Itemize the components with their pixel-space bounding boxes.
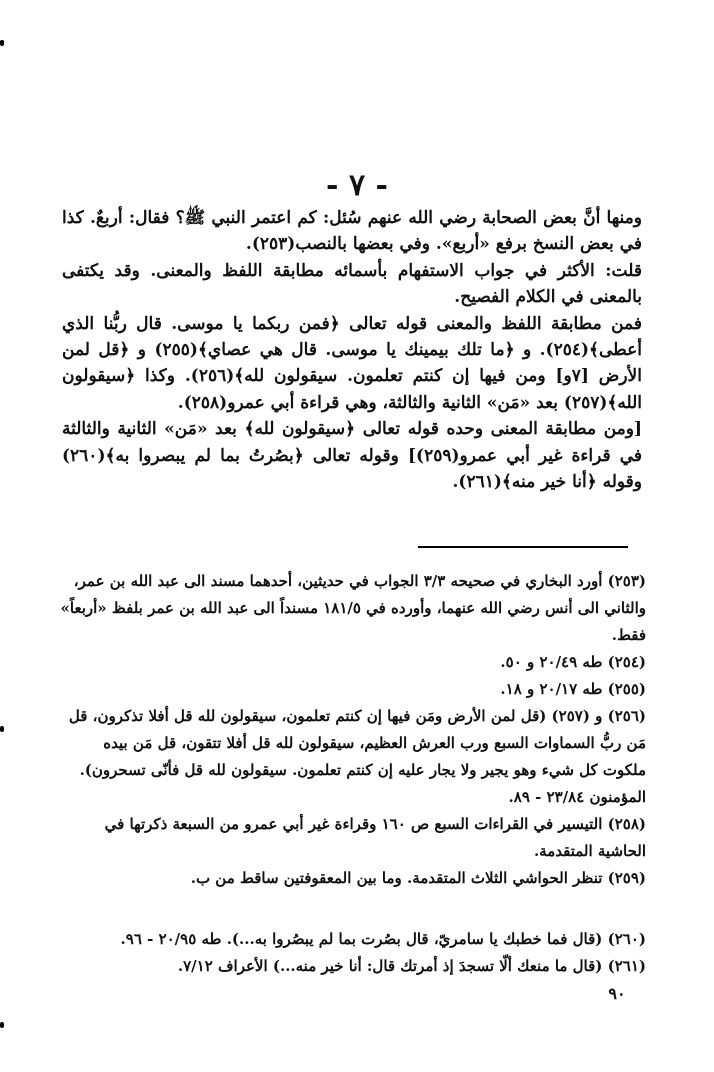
footnotes xyxy=(60,568,646,980)
folio-number: ٩٠ xyxy=(608,984,626,1003)
footnote: (٢٦١) (قال ما منعك ألّا تسجدَ إذ أمرتك قال: أنا خير منه...) الأعراف ٧/١٢. xyxy=(177,957,646,975)
scan-mark-bottom xyxy=(0,1022,4,1028)
page-number-header: - ٧ - xyxy=(326,168,388,203)
footnote: (٢٥٤) طه ٢٠/٤٩ و ٥٠. xyxy=(500,653,646,671)
footnote-gap xyxy=(60,892,646,926)
paragraph: [ومن مطابقة المعنى وحده قوله تعالى ﴿سيقولون لله﴾ بعد «مَن» الثانية والثالثة في قراءة غير أبي عمرو(٢٥٩)] وقوله تعالى ﴿بصُرتُ بما لم يبصروا به﴾(٢٦٠) وقوله ﴿أنا خير منه﴾(٢٦١). xyxy=(62,419,642,493)
paragraph: ومنها أنَّ بعض الصحابة رضي الله عنهم سُئل: كم اعتمر النبي ﷺ؟ فقال: أربعٌ. كذا في بعض النسخ برفع «أربع». وفي بعضها بالنصب(٢٥٣). xyxy=(62,208,642,255)
footnote: (٢٥٨) التيسير في القراءات السبع ص ١٦٠ وقراءة غير أبي عمرو من السبعة ذكرتها في الحاشية المتقدمة. xyxy=(104,815,646,860)
footnote: (٢٥٣) أورد البخاري في صحيحه ٣/٣ الجواب في حديثين، أحدهما مسند الى عبد الله بن عمر، والثاني الى أنس رضي الله عنهما، وأورده في ١٨١/٥ مسنداً الى عبد الله بن عمر بلفظ «أربعاً» فقط. xyxy=(60,572,646,644)
footnote-separator xyxy=(418,546,628,548)
paragraph: قلت: الأكثر في جواب الاستفهام بأسمائه مطابقة اللفظ والمعنى. وقد يكتفى بالمعنى في الكلام الفصيح. xyxy=(62,260,642,308)
scan-mark-middle xyxy=(0,726,4,732)
footnote: (٢٥٥) طه ٢٠/١٧ و ١٨. xyxy=(500,680,646,698)
main-text xyxy=(62,205,642,495)
paragraph: فمن مطابقة اللفظ والمعنى قوله تعالى ﴿فمن ربكما يا موسى. قال ربُّنا الذي أعطى﴾(٢٥٤). و ﴿ما تلك بيمينك يا موسى. قال هي عصاي﴾(٢٥٥) و ﴿قل لمن الأرض [٧و] ومن فيها إن كنتم تعلمون. سيقولون لله﴾(٢٥٦). وكذا ﴿سيقولون الله﴾(٢٥٧) بعد «مَن» الثانية والثالثة، وهي قراءة أبي عمرو(٢٥٨). xyxy=(62,313,642,413)
footnote: (٢٦٠) (قال فما خطبك يا سامريّ، قال بصُرت بما لم يبصُروا به...). طه ٢٠/٩٥ - ٩٦. xyxy=(120,930,646,948)
footnote: (٢٥٦) و (٢٥٧) (قل لمن الأرض ومَن فيها إن كنتم تعلمون، سيقولون لله قل أفلا تذكرون، قل مَن ربُّ السماوات السبع ورب العرش العظيم، سيقولون لله قل أفلا تتقون، قل مَن بيده ملكوت كل شيء وهو يجير ولا يجار عليه إن كنتم تعلمون. سيقولون لله قل فأنّى تسحرون). المؤمنون ٢٣/٨٤ - ٨٩. xyxy=(68,707,646,806)
footnote: (٢٥٩) تنظر الحواشي الثلاث المتقدمة. وما بين المعقوفتين ساقط من ب. xyxy=(190,869,646,887)
scan-mark-top xyxy=(0,40,4,46)
